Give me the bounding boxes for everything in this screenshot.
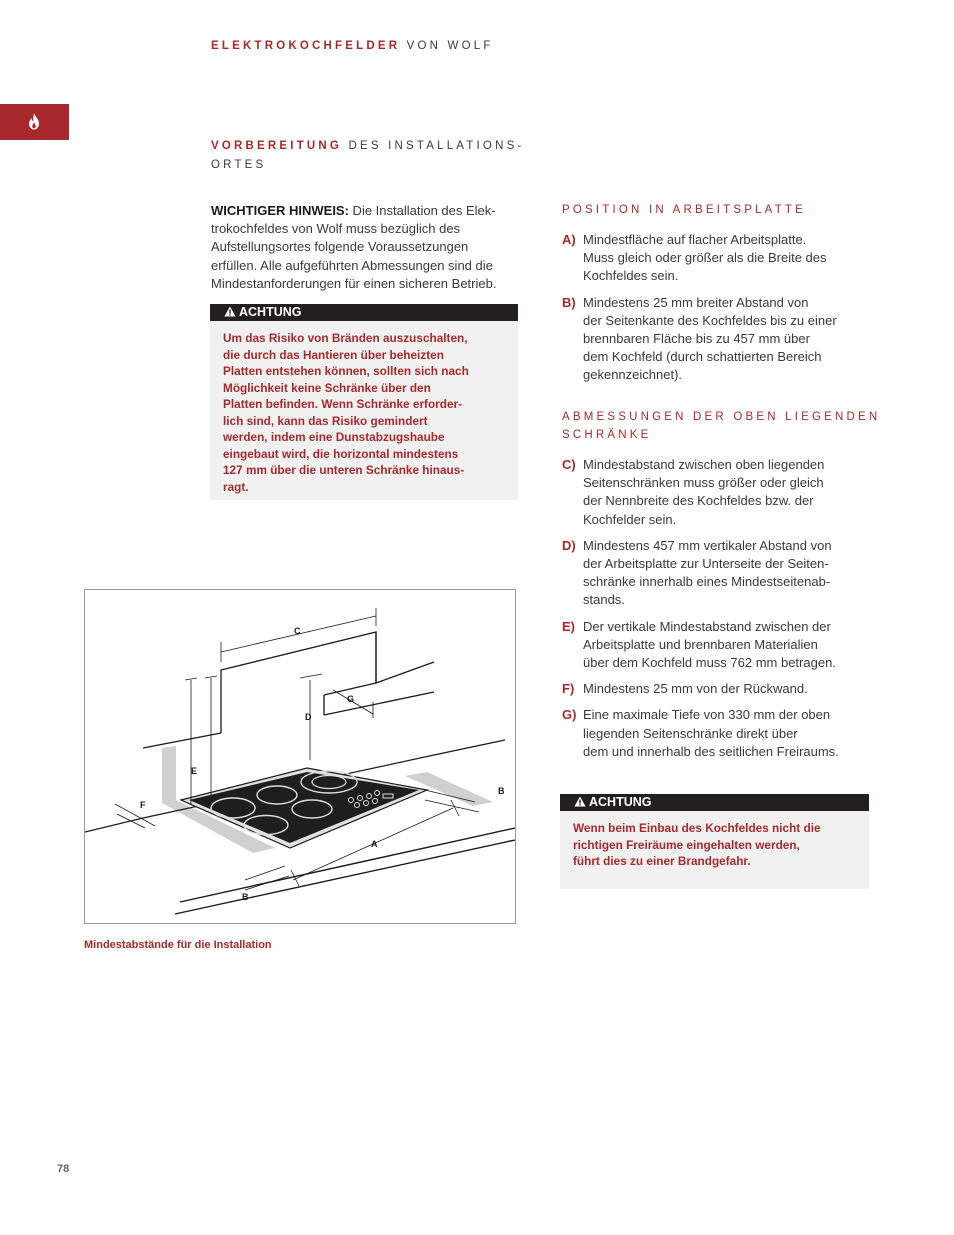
item-line: schränke innerhalb eines Mindestseitenab- (583, 574, 831, 590)
warning-header (210, 304, 518, 321)
item-line: der Seitenkante des Kochfeldes bis zu einer (583, 312, 837, 328)
back-wall-edge-right (324, 692, 434, 715)
warning-title: ACHTUNG (589, 795, 652, 809)
item-line: Arbeitsplatte und brennbaren Materialien (583, 636, 818, 652)
list-item (562, 680, 872, 698)
item-line: über dem Kochfeld muss 762 mm betragen. (583, 655, 836, 671)
item-line: dem und innerhalb des seitlichen Freiraums. (583, 743, 839, 759)
cabinets-list (562, 456, 872, 769)
warning-title: ACHTUNG (239, 305, 302, 319)
cooktop-installation-drawing (85, 590, 515, 923)
warning-icon (574, 796, 586, 807)
item-line: der Arbeitsplatte zur Unterseite der Seiten- (583, 556, 829, 572)
item-label: G) (562, 707, 577, 723)
item-line: stands. (583, 592, 625, 608)
section-tab (0, 104, 69, 140)
item-label: C) (562, 457, 576, 472)
item-line: Mindestabstand zwischen oben liegenden (583, 457, 825, 472)
label-g: G (347, 694, 355, 704)
warning-line: eingebaut wird, die horizontal mindestens (223, 446, 459, 461)
page-header (211, 40, 494, 52)
item-line: Muss gleich oder größer als die Breite des (583, 250, 827, 266)
header-suffix: VON WOLF (400, 40, 494, 52)
intro-label: WICHTIGER HINWEIS: (211, 203, 349, 218)
list-item (562, 537, 872, 610)
item-line: Eine maximale Tiefe von 330 mm der oben (583, 707, 831, 723)
item-line: Mindestens 25 mm breiter Abstand von (583, 294, 809, 310)
item-line: gekennzeichnet). (583, 367, 683, 383)
upper-cabinet-left (221, 632, 376, 733)
list-item (562, 456, 872, 529)
item-label: A) (562, 232, 576, 247)
warning-line: Um das Risiko von Bränden auszuschalten, (223, 331, 468, 345)
figure-caption: Mindestabstände für die Installation (84, 939, 272, 951)
item-line: Kochfeldes sein. (583, 268, 679, 284)
item-line: Mindestfläche auf flacher Arbeitsplatte. (583, 232, 807, 247)
label-b-right: B (498, 786, 505, 796)
warning-line: führt dies zu einer Brandgefahr. (573, 854, 751, 868)
item-line: liegenden Seitenschränke direkt über (583, 725, 798, 741)
warning-line: Platten befinden. Wenn Schränke erforder- (223, 397, 463, 411)
intro-line: trokochfeldes von Wolf muss bezüglich des (211, 221, 461, 237)
item-line: brennbaren Fläche bis zu 457 mm über (583, 331, 810, 347)
intro-line: erfüllen. Alle aufgeführten Abmessungen sind die (211, 257, 493, 273)
countertop-front-lower (175, 840, 515, 914)
item-line: Mindestens 25 mm von der Rückwand. (583, 681, 808, 697)
warning-box (560, 794, 869, 889)
list-item (562, 706, 872, 761)
subheading-line: SCHRÄNKE (562, 429, 652, 441)
item-label: F) (562, 681, 575, 697)
subheading-position: POSITION IN ARBEITSPLATTE (562, 204, 807, 216)
item-line: Kochfelder sein. (583, 511, 677, 527)
warning-line: Möglichkeit keine Schränke über den (223, 380, 431, 395)
section-title-rest-2: ORTES (211, 159, 267, 171)
section-title (211, 137, 541, 175)
warning-line: Wenn beim Einbau des Kochfeldes nicht die (573, 821, 821, 835)
flame-icon (28, 113, 40, 130)
upper-cabinet-right (376, 632, 434, 683)
warning-line: ragt. (223, 479, 249, 494)
clearance-shade-left (162, 746, 176, 803)
warning-line: lich sind, kann das Risiko gemindert (223, 413, 428, 428)
subheading-cabinets (562, 408, 882, 444)
warning-line: 127 mm über die unteren Schränke hinaus- (223, 463, 465, 477)
item-label: E) (562, 618, 575, 634)
list-item (562, 231, 872, 286)
warning-line: richtigen Freiräume eingehalten werden, (573, 837, 800, 852)
item-label: D) (562, 537, 576, 553)
intro-line: Aufstellungsortes folgende Voraussetzungen (211, 239, 469, 255)
item-line: dem Kochfeld (durch schattierten Bereich (583, 349, 822, 365)
header-brand: ELEKTROKOCHFELDER (211, 40, 401, 52)
label-c: C (294, 626, 301, 636)
warning-line: die durch das Hantieren über beheizten (223, 347, 444, 362)
label-b-bottom: B (242, 892, 249, 902)
warning-line: Platten entstehen können, sollten sich nach (223, 364, 469, 378)
item-label: B) (562, 294, 576, 310)
installation-diagram (84, 589, 516, 924)
warning-icon (224, 306, 236, 317)
subheading-line: ABMESSUNGEN DER OBEN LIEGENDEN (562, 411, 881, 423)
section-title-rest: DES INSTALLATIONS- (342, 140, 525, 152)
warning-header (560, 794, 869, 811)
list-item (562, 294, 872, 385)
warning-text (560, 811, 869, 880)
item-line: Mindestens 457 mm vertikaler Abstand von (583, 537, 832, 553)
list-item (562, 618, 872, 673)
item-line: der Nennbreite des Kochfeldes bzw. der (583, 493, 814, 509)
page-number: 78 (57, 1163, 70, 1175)
warning-line: werden, indem eine Dunstabzugshaube (223, 430, 445, 444)
position-list (562, 231, 872, 393)
intro-line: Mindestanforderungen für einen sicheren Betrieb. (211, 275, 497, 291)
label-d: D (305, 712, 312, 722)
back-wall-edge (143, 733, 221, 748)
warning-text (210, 321, 518, 505)
item-line: Der vertikale Mindestabstand zwischen der (583, 618, 831, 634)
intro-line: Die Installation des Elek- (348, 203, 496, 218)
item-line: Seitenschränken muss größer oder gleich (583, 475, 824, 491)
intro-paragraph (211, 202, 531, 293)
label-a: A (371, 839, 378, 849)
section-title-strong: VORBEREITUNG (211, 140, 343, 152)
warning-box (210, 304, 518, 500)
label-f: F (140, 800, 146, 810)
label-e: E (191, 766, 198, 776)
